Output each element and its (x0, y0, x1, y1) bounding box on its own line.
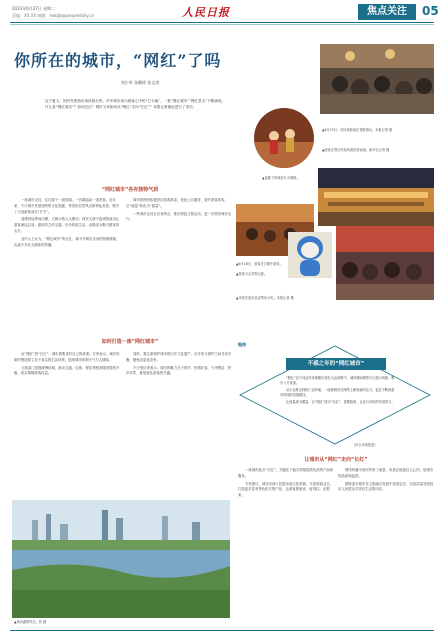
section-body-col2 (126, 352, 234, 492)
section-body-col1 (14, 352, 122, 492)
box-paragraph: “网红”这个词近年来频繁出现在大众视野中，城市借助网络平台展示风貌，吸引八方来客。 (280, 376, 395, 386)
body-paragraph: 淄博因烧烤而出圈，大街小巷人头攒动；西安大唐不夜城的演出让游客流连忘返；重庆的立体交通、长沙的夜生活，也都成为吸引游客的名片。 (14, 217, 120, 233)
section-body-col2 (126, 198, 234, 330)
photo-night-market (336, 226, 434, 300)
body-paragraph: 城市管理者积极回应游客需求，优化公共服务，提升游客体验，让“流量”转化为“留量”。 (126, 198, 228, 208)
intro-paragraph: 什么是“网红城市”？如何走红？城市又该如何从“网红”走向“长红”？本报记者就此进行了采访。 (45, 105, 197, 109)
body-paragraph: 期待更多城市在文旅融合发展中找准定位，以高质量发展回应人民群众对美好生活的向往。 (338, 481, 434, 492)
article-headline: 你所在的城市，“网红”了吗 (14, 51, 222, 70)
body-paragraph: 一座城市走红，往往源于一段视频、一首歌曲或一道美食。近年来，不少城市凭借独特的文化底蕴、秀美的自然风光和特色美食，吸引了大批游客前往“打卡”。 (14, 198, 120, 214)
photo-caption: ▲6月23日，市民和游客在老街游玩。本报记者 摄 (322, 128, 393, 132)
footer-rule (10, 630, 434, 631)
masthead (10, 4, 439, 34)
body-paragraph: 专家建议，城市应深入挖掘本地文化资源，丰富旅游业态，打造更多富有特色的文旅产品，让游客愿意来、留得住、还想来。 (238, 481, 334, 498)
photo-mascot (288, 232, 332, 278)
box-body (280, 376, 396, 406)
section-tag: 焦点关注 (358, 4, 416, 20)
body-paragraph: 一些城市还结合自身特点，推出特色文旅活动，进一步擦亮城市名片。 (126, 211, 232, 222)
section-heading: 如何打造一座“网红城市” (101, 339, 159, 345)
photo-caption: ▲6月18日，游客在古镇中游览。 (236, 262, 283, 266)
photo-crowd-street (320, 44, 434, 114)
photo-caption: ▲市民在夜市品尝特色小吃。本报记者 摄 (236, 296, 294, 300)
sidebar-box (236, 342, 434, 448)
box-title: 不惑之年的“网红城市” (286, 358, 386, 370)
section-body-col1 (238, 468, 334, 626)
box-source: （综合本报报道） (352, 443, 378, 447)
intro-paragraph: 这个夏天，国内外旅游市场持续火热，许多城市成为游客心中的“打卡地”，一批“网红城市”“网红景点”不断涌现。 (45, 99, 226, 103)
photo-night-city (318, 168, 434, 226)
box-label: 链接 (238, 342, 246, 347)
issue-date: 2023年6月27日 星期二 (12, 6, 56, 11)
section-body-col2 (338, 468, 434, 626)
photo-caption: ▲夜幕下的城市灯火璀璨。 (262, 176, 300, 180)
photo-caption: ▲游客与吉祥物合影。 (236, 272, 268, 276)
body-paragraph: 文旅部门加强统筹协调，推动交通、住宿、餐饮等配套服务提档升级，切实保障游客权益。 (14, 365, 120, 376)
box-paragraph: 让流量成为增量，让“网红”成为“长红”，需要政府、企业与市民的共同努力。 (286, 399, 395, 404)
page-number: 05 (422, 4, 439, 18)
section-body-col1 (14, 198, 122, 330)
body-paragraph: 从“网红”到“长红”，城市需要讲好自己的故事。专家表示，城市形象的塑造要立足于真实的生活场景，展现城市的烟火气与人情味。 (14, 352, 120, 362)
box-paragraph: 从小众景点到热门目的地，一座座城市在网络上焕发新的活力，也在不断探索可持续的发展路径。 (280, 387, 395, 398)
article-byline: 刘少华 张璐瑶 张文涛 (120, 80, 160, 85)
body-paragraph: 不少受访者表示，城市的魅力在于细节，热情好客、干净整洁、秩序井然，都是留住游客的关键。 (126, 365, 232, 376)
section-heading: 让城市从“网红”走向“长红” (304, 457, 368, 463)
masthead-rule-thin (10, 24, 434, 25)
section-heading: “网红城市”各有独特气质 (101, 187, 159, 193)
photo-caption: ▲城市湖景风光。张 摄 (14, 620, 47, 624)
photo-caption: ▲游客在景区体验传统民俗表演。新华社记者 摄 (322, 148, 390, 152)
body-paragraph: 同时，要注重保护城市的历史文化遗产，在开发与保护之间寻求平衡，避免同质化竞争。 (126, 352, 232, 362)
body-paragraph: 业内人士认为，“网红城市”的走红，离不开城市自身的资源禀赋，也离不开社交媒体的传播。 (14, 236, 120, 247)
article-intro (38, 98, 238, 168)
masthead-rule (10, 22, 434, 23)
body-paragraph: 网络传播为城市带来了流量，但真正能留住人心的，是城市的品质和温度。 (338, 468, 434, 478)
body-paragraph: 一座城市能否“长红”，关键在于能否持续提供优质的产品和服务。 (238, 468, 334, 478)
photo-city-lake (12, 500, 230, 618)
newspaper-logo: 人民日报 (182, 6, 230, 19)
photo-performance (254, 108, 314, 168)
editor-line: 责编：XX XX 邮箱：hwbjb@peopledaily.cn (12, 13, 95, 18)
